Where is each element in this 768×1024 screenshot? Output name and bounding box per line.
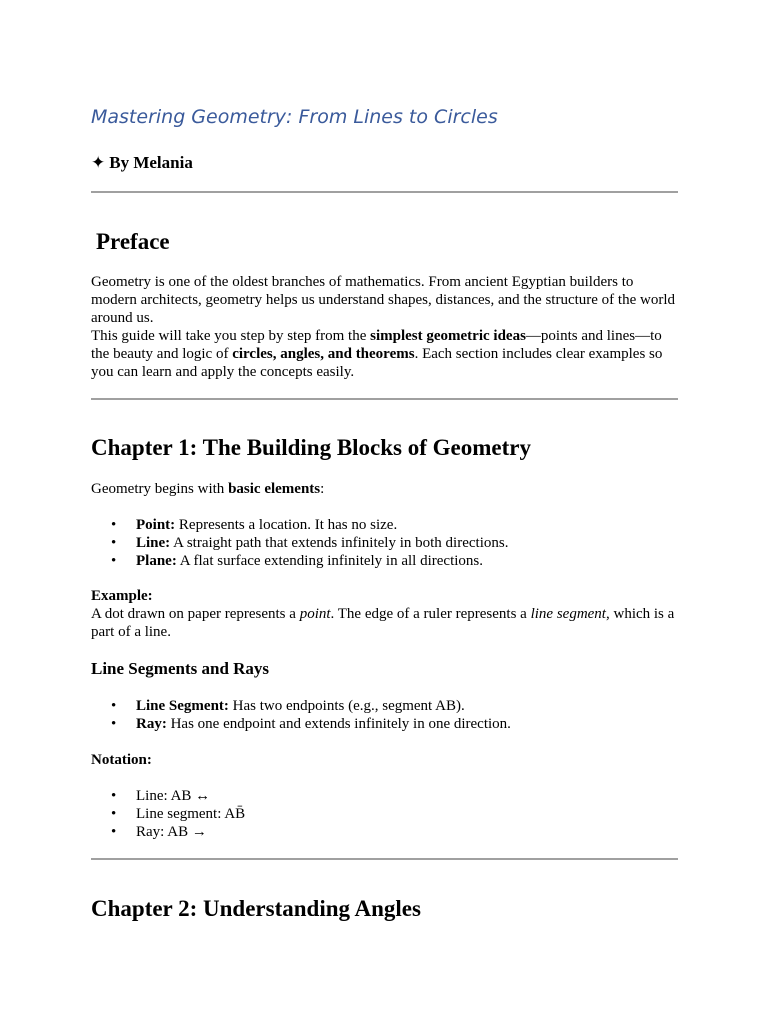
divider	[91, 191, 678, 193]
element-term: Point:	[136, 517, 176, 533]
preface-text-2b: simplest geometric ideas	[370, 328, 526, 344]
list-item: • Ray: AB →	[91, 823, 245, 841]
segment-desc: Has two endpoints (e.g., segment AB).	[228, 698, 465, 714]
star-icon: ✦	[91, 153, 106, 172]
author-line	[91, 153, 193, 173]
preface-text-2e: . Each section includes clear examples so you can learn and apply the concepts easily.	[91, 346, 663, 380]
element-term: Plane:	[136, 553, 177, 569]
list-item	[91, 534, 508, 552]
notation-label: Notation:	[91, 752, 152, 768]
divider	[91, 398, 678, 400]
segment-term: Line Segment:	[136, 698, 229, 714]
list-item: • Line: AB ↔	[91, 787, 245, 805]
document-title: Mastering Geometry: From Lines to Circles	[91, 106, 498, 128]
element-desc: Represents a location. It has no size.	[175, 517, 398, 533]
segment-term: Ray:	[136, 716, 167, 732]
list-item	[91, 697, 511, 715]
notation-label-block	[91, 751, 678, 769]
preface-text-2d: circles, angles, and theorems	[232, 346, 415, 362]
preface-text-2a: This guide will take you step by step from the	[91, 328, 371, 344]
example-text-a: A dot drawn on paper represents a	[91, 606, 300, 622]
author-name: By Melania	[109, 153, 193, 172]
element-term: Line:	[136, 535, 171, 551]
intro-text-c: :	[320, 481, 325, 497]
preface-text-1: Geometry is one of the oldest branches of mathematics. From ancient Egyptian builders to modern architects, geometry helps us understand shapes, distances, and the structure of the world around us.	[91, 274, 675, 326]
example-text-e: , which is a part of a line.	[91, 606, 675, 640]
segments-heading: Line Segments and Rays	[91, 659, 270, 678]
example-block	[91, 587, 678, 641]
example-label: Example:	[91, 588, 153, 604]
segment-desc: Has one endpoint and extends infinitely in one direction.	[166, 716, 511, 732]
list-item	[91, 552, 508, 570]
preface-paragraph	[91, 273, 678, 381]
preface-text-2c: —points and lines—to the beauty and logic of	[91, 328, 662, 362]
intro-text-a: Geometry begins with	[91, 481, 229, 497]
list-item	[91, 516, 508, 534]
element-desc: A flat surface extending infinitely in all directions.	[176, 553, 483, 569]
example-text-d: line segment	[530, 606, 606, 622]
list-item	[91, 715, 511, 733]
preface-heading: Preface	[96, 229, 170, 254]
notation-list	[91, 787, 245, 841]
list-item: • Line segment: AB̄	[91, 805, 245, 823]
chapter-1-heading: Chapter 1: The Building Blocks of Geometry	[91, 435, 531, 460]
element-desc: A straight path that extends infinitely in both directions.	[170, 535, 509, 551]
chapter-1-intro	[91, 480, 678, 498]
basic-elements-list	[91, 516, 508, 570]
chapter-2-heading: Chapter 2: Understanding Angles	[91, 896, 421, 921]
intro-text-b: basic elements	[228, 481, 321, 497]
segments-list	[91, 697, 511, 733]
divider	[91, 858, 678, 860]
example-text-c: . The edge of a ruler represents a	[330, 606, 531, 622]
example-text-b: point	[299, 606, 331, 622]
